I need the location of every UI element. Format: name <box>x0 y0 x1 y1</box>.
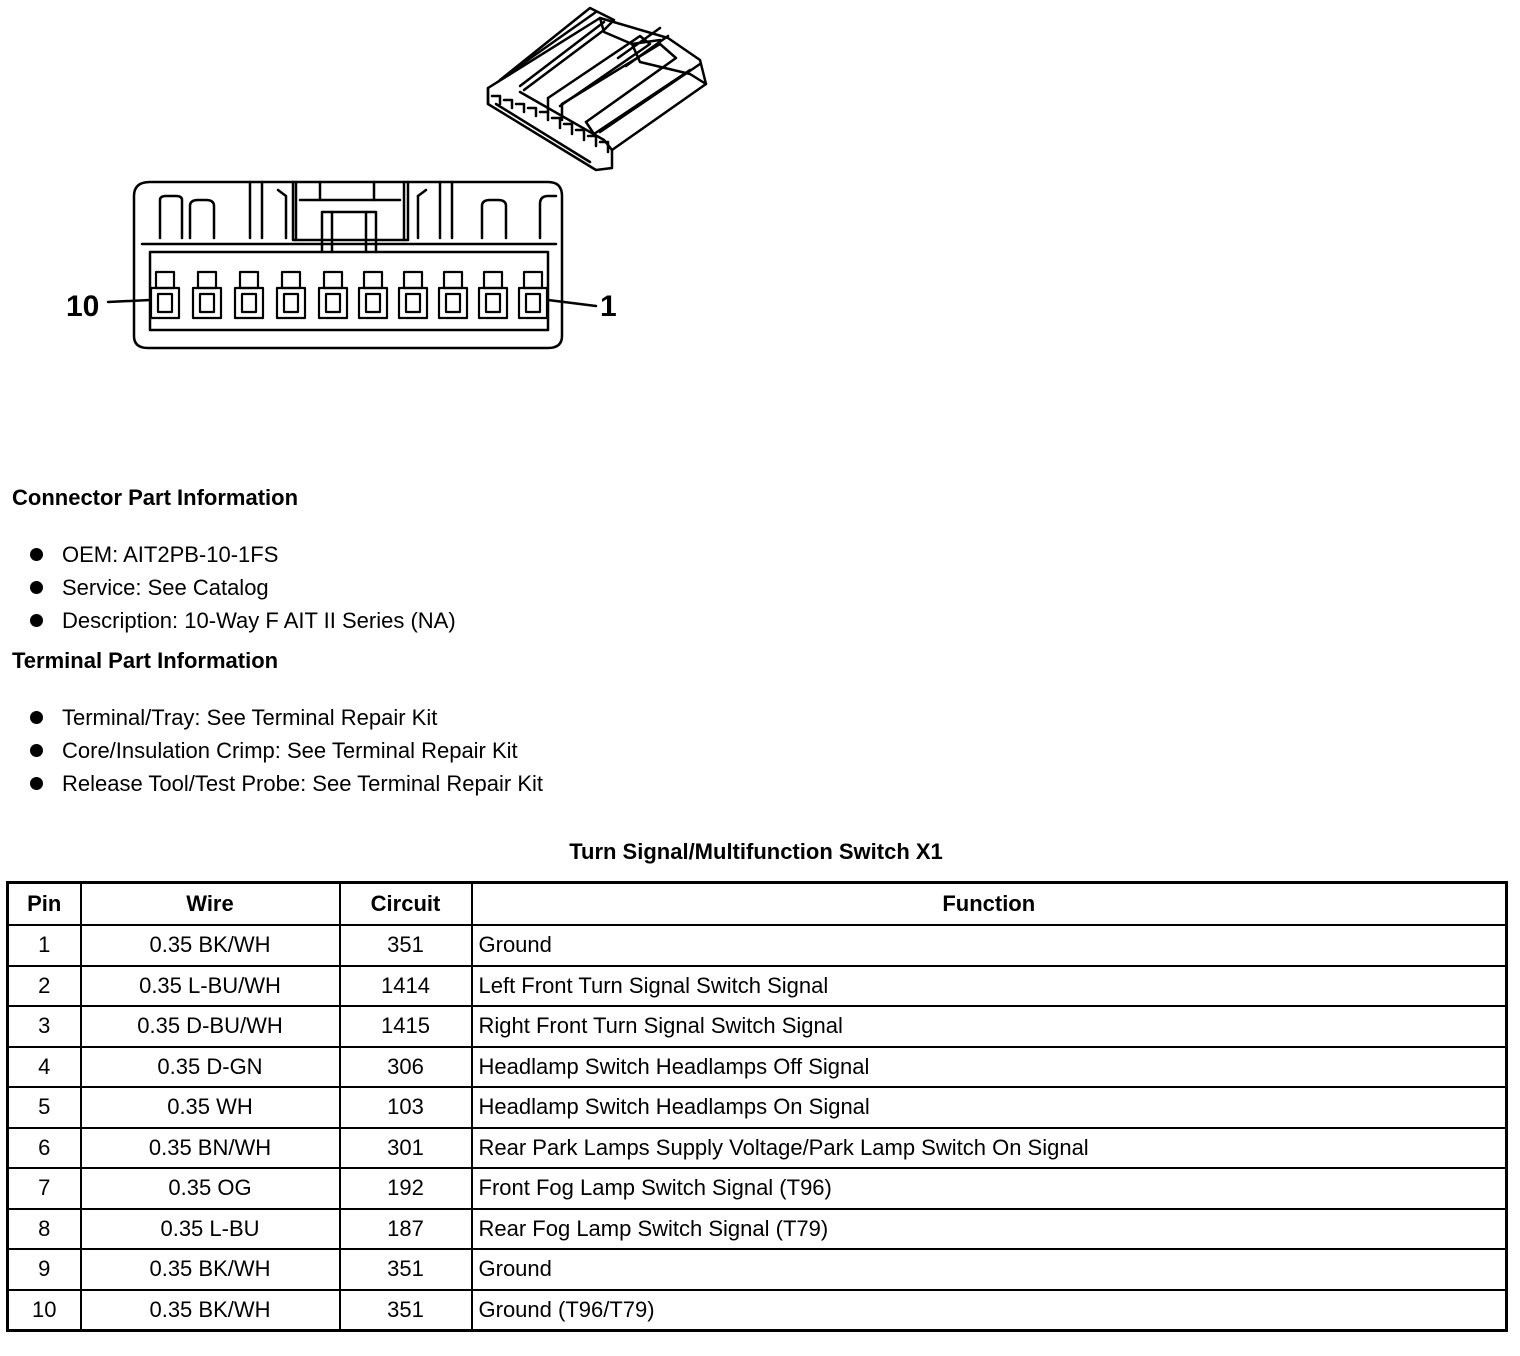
table-row <box>8 1087 1507 1128</box>
column-header-function: Function <box>472 883 1507 926</box>
pin-1-label: 1 <box>600 290 617 323</box>
circuit-cell: 351 <box>340 925 472 966</box>
function-cell: Headlamp Switch Headlamps Off Signal <box>472 1047 1507 1088</box>
table-title: Turn Signal/Multifunction Switch X1 <box>569 839 943 864</box>
list-item-text: Core/Insulation Crimp: See Terminal Repair Kit <box>62 737 518 763</box>
wire-cell: 0.35 D-BU/WH <box>81 1006 340 1047</box>
terminal-part-info-list <box>28 701 543 800</box>
list-item <box>28 767 543 800</box>
connector-illustration <box>0 0 760 380</box>
function-cell: Ground (T96/T79) <box>472 1290 1507 1331</box>
wire-cell: 0.35 BN/WH <box>81 1128 340 1169</box>
pin-cell: 10 <box>8 1290 81 1331</box>
list-item-text: Description: 10-Way F AIT II Series (NA) <box>62 607 456 633</box>
pin-cell: 9 <box>8 1249 81 1290</box>
list-item <box>28 538 456 571</box>
list-item-text: Terminal/Tray: See Terminal Repair Kit <box>62 704 438 730</box>
connector-part-info-heading: Connector Part Information <box>12 485 299 510</box>
leader-line-pin-10 <box>108 300 150 302</box>
pin-10-label: 10 <box>66 290 100 323</box>
wire-cell: 0.35 L-BU <box>81 1209 340 1250</box>
table-row <box>8 1168 1507 1209</box>
connector-isometric-view <box>488 8 706 170</box>
table-row <box>8 1006 1507 1047</box>
table-row <box>8 1290 1507 1331</box>
list-item-text: Release Tool/Test Probe: See Terminal Repair Kit <box>62 770 543 796</box>
list-item <box>28 571 456 604</box>
wire-cell: 0.35 OG <box>81 1168 340 1209</box>
table-header-row <box>8 883 1507 926</box>
function-cell: Ground <box>472 925 1507 966</box>
bullet-icon <box>30 744 43 757</box>
bullet-icon <box>30 711 43 724</box>
connector-front-view <box>134 182 562 348</box>
column-header-pin: Pin <box>8 883 81 926</box>
pin-cell: 2 <box>8 966 81 1007</box>
circuit-cell: 351 <box>340 1249 472 1290</box>
wire-cell: 0.35 BK/WH <box>81 925 340 966</box>
wire-cell: 0.35 D-GN <box>81 1047 340 1088</box>
pin-cell: 7 <box>8 1168 81 1209</box>
pin-cell: 5 <box>8 1087 81 1128</box>
table-row <box>8 1128 1507 1169</box>
circuit-cell: 187 <box>340 1209 472 1250</box>
table-row <box>8 1209 1507 1250</box>
column-header-wire: Wire <box>81 883 340 926</box>
circuit-cell: 1415 <box>340 1006 472 1047</box>
table-row <box>8 966 1507 1007</box>
function-cell: Rear Fog Lamp Switch Signal (T79) <box>472 1209 1507 1250</box>
function-cell: Ground <box>472 1249 1507 1290</box>
pin-cell: 1 <box>8 925 81 966</box>
function-cell: Left Front Turn Signal Switch Signal <box>472 966 1507 1007</box>
function-cell: Front Fog Lamp Switch Signal (T96) <box>472 1168 1507 1209</box>
pinout-table <box>6 881 1508 1332</box>
function-cell: Headlamp Switch Headlamps On Signal <box>472 1087 1507 1128</box>
list-item <box>28 604 456 637</box>
table-row <box>8 925 1507 966</box>
connector-drawing <box>0 0 760 380</box>
circuit-cell: 306 <box>340 1047 472 1088</box>
list-item-text: OEM: AIT2PB-10-1FS <box>62 541 279 567</box>
table-row <box>8 1047 1507 1088</box>
circuit-cell: 1414 <box>340 966 472 1007</box>
leader-line-pin-1 <box>548 300 596 306</box>
pin-cell: 6 <box>8 1128 81 1169</box>
function-cell: Right Front Turn Signal Switch Signal <box>472 1006 1507 1047</box>
connector-part-info-list <box>28 538 456 637</box>
pin-cavities <box>151 272 547 318</box>
bullet-icon <box>30 614 43 627</box>
wire-cell: 0.35 BK/WH <box>81 1290 340 1331</box>
column-header-circuit: Circuit <box>340 883 472 926</box>
wire-cell: 0.35 BK/WH <box>81 1249 340 1290</box>
function-cell: Rear Park Lamps Supply Voltage/Park Lamp Switch On Signal <box>472 1128 1507 1169</box>
pin-cell: 4 <box>8 1047 81 1088</box>
pin-cell: 3 <box>8 1006 81 1047</box>
circuit-cell: 301 <box>340 1128 472 1169</box>
list-item <box>28 734 543 767</box>
circuit-cell: 103 <box>340 1087 472 1128</box>
pin-cell: 8 <box>8 1209 81 1250</box>
bullet-icon <box>30 777 43 790</box>
terminal-part-info-heading: Terminal Part Information <box>12 648 279 673</box>
wire-cell: 0.35 L-BU/WH <box>81 966 340 1007</box>
bullet-icon <box>30 548 43 561</box>
bullet-icon <box>30 581 43 594</box>
list-item-text: Service: See Catalog <box>62 574 269 600</box>
list-item <box>28 701 543 734</box>
table-row <box>8 1249 1507 1290</box>
circuit-cell: 351 <box>340 1290 472 1331</box>
circuit-cell: 192 <box>340 1168 472 1209</box>
wire-cell: 0.35 WH <box>81 1087 340 1128</box>
